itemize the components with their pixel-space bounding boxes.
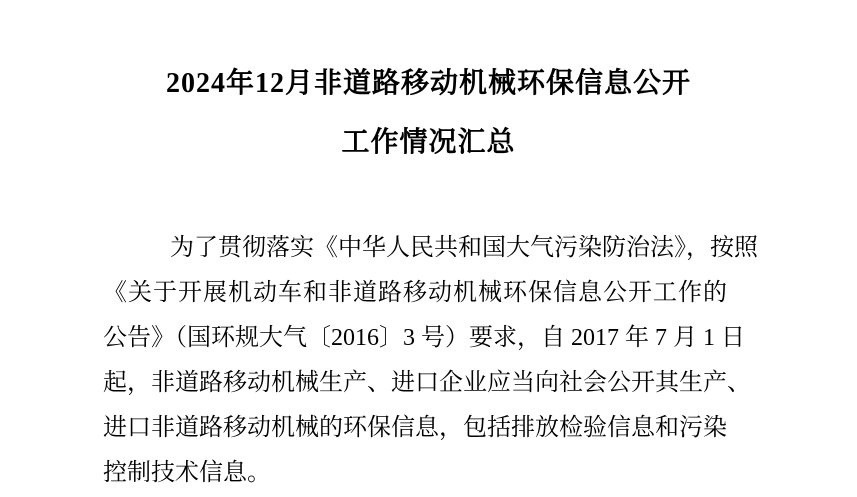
document-paragraph [103,226,758,496]
document-title [0,54,857,172]
paragraph-line-1: 为了贯彻落实《中华人民共和国大气污染防治法》，按照 [170,235,758,261]
paragraph-line-6: 控制技术信息。 [103,460,271,486]
paragraph-line-2: 《关于开展机动车和非道路移动机械环保信息公开工作的 [103,280,727,306]
document-title-line2: 工作情况汇总 [341,127,516,158]
paragraph-line-5: 进口非道路移动机械的环保信息，包括排放检验信息和污染 [103,415,727,441]
paragraph-line-3: 公告》（国环规大气〔2016〕3 号）要求，自 2017 年 7 月 1 日 [103,325,745,351]
document-title-line1: 2024年12月非道路移动机械环保信息公开 [165,68,691,99]
paragraph-line-4: 起，非道路移动机械生产、进口企业应当向社会公开其生产、 [103,370,751,396]
